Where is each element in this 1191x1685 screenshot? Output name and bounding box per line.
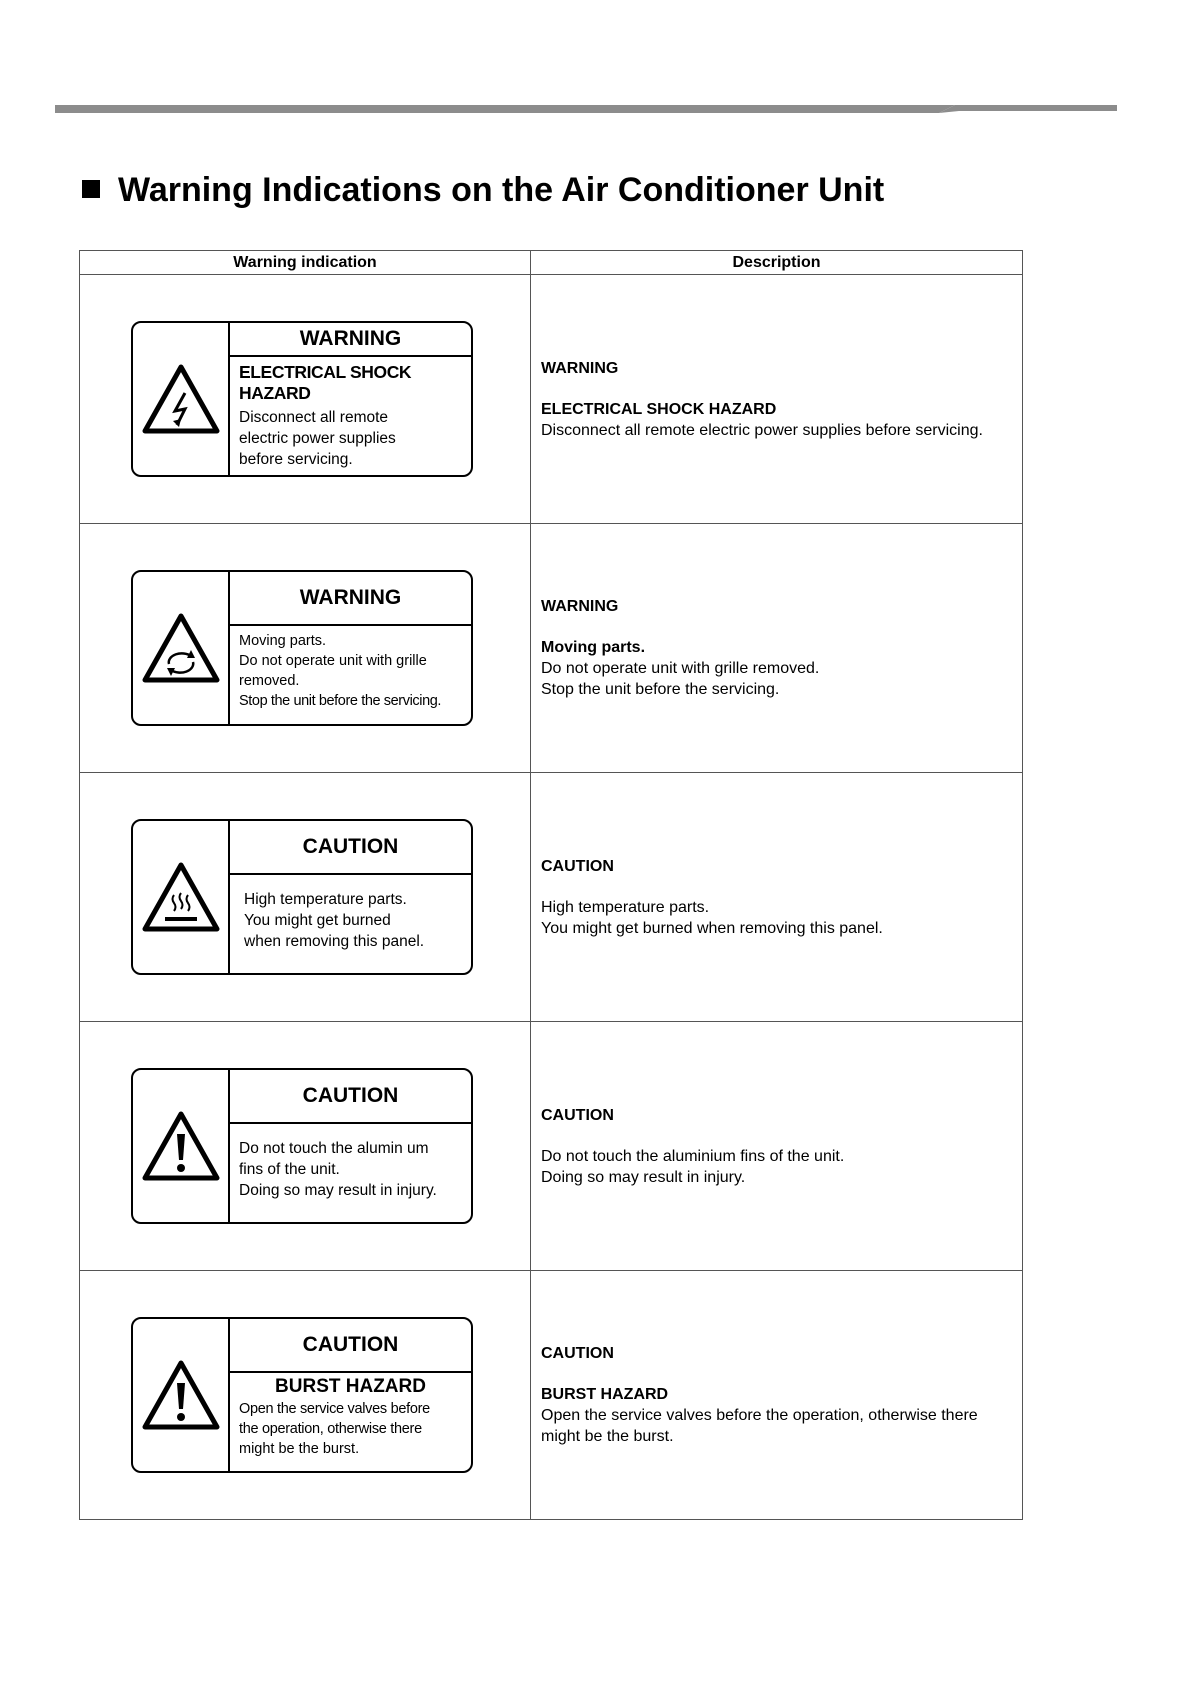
table-row	[80, 773, 1023, 1022]
electrical-shock-icon	[141, 363, 221, 435]
description-cell	[531, 1022, 1023, 1271]
table-row	[80, 524, 1023, 773]
header-description: Description	[531, 251, 1023, 275]
warning-label	[131, 1068, 473, 1224]
description-heading: ELECTRICAL SHOCK HAZARD	[541, 400, 777, 418]
label-line: the operation, otherwise there	[239, 1421, 422, 1437]
header-warning-indication: Warning indication	[80, 251, 531, 275]
label-line: Disconnect all remote	[239, 409, 389, 426]
page-title	[82, 168, 884, 212]
warning-table	[79, 250, 1023, 1520]
label-line: Stop the unit before the servicing.	[239, 693, 442, 709]
description-signal-word: WARNING	[541, 359, 619, 377]
label-signal-word: CAUTION	[230, 821, 471, 875]
label-line: when removing this panel.	[244, 933, 425, 950]
exclamation-icon	[141, 1359, 221, 1431]
description-line: Do not operate unit with grille removed.	[541, 660, 820, 677]
description-cell	[531, 773, 1023, 1022]
table-header-row	[80, 251, 1023, 275]
description-line: Doing so may result in injury.	[541, 1168, 746, 1186]
warning-label-cell	[80, 1271, 531, 1520]
description-line: Open the service valves before the operation, otherwise there	[541, 1407, 978, 1424]
label-signal-word: CAUTION	[230, 1070, 471, 1124]
description-line: Stop the unit before the servicing.	[541, 681, 780, 698]
label-line: You might get burned	[244, 912, 391, 929]
description-cell	[531, 524, 1023, 773]
description-cell	[531, 1271, 1023, 1520]
warning-label-cell	[80, 524, 531, 773]
description-line: High temperature parts.	[541, 898, 710, 916]
label-line: Doing so may result in injury.	[239, 1182, 437, 1199]
description-heading: BURST HAZARD	[541, 1386, 669, 1403]
description-signal-word: WARNING	[541, 598, 619, 615]
label-line: Do not touch the alumin um	[239, 1140, 429, 1157]
label-line: might be the burst.	[239, 1441, 360, 1457]
warning-label-cell	[80, 773, 531, 1022]
label-heading: BURST HAZARD	[275, 1376, 426, 1397]
title-bullet-icon	[82, 180, 100, 198]
description-cell	[531, 275, 1023, 524]
description-signal-word: CAUTION	[541, 1345, 614, 1362]
page-title-text: Warning Indications on the Air Conditioner Unit	[118, 171, 885, 209]
label-line: electric power supplies	[239, 430, 396, 447]
exclamation-icon	[141, 1110, 221, 1182]
label-line: fins of the unit.	[239, 1161, 340, 1178]
description-line: Disconnect all remote electric power supplies before servicing.	[541, 421, 983, 439]
warning-label-cell	[80, 275, 531, 524]
description-line: You might get burned when removing this panel.	[541, 919, 883, 937]
description-line: Do not touch the aluminium fins of the unit.	[541, 1147, 845, 1165]
label-signal-word: WARNING	[230, 323, 471, 357]
label-line: Do not operate unit with grille	[239, 653, 427, 669]
table-row	[80, 275, 1023, 524]
label-signal-word: WARNING	[230, 572, 471, 626]
label-line: removed.	[239, 673, 300, 689]
table-row	[80, 1271, 1023, 1520]
label-line: Moving parts.	[239, 633, 327, 649]
description-signal-word: CAUTION	[541, 1106, 614, 1124]
hot-surface-icon	[141, 861, 221, 933]
description-line: might be the burst.	[541, 1428, 674, 1445]
description-heading: Moving parts.	[541, 639, 646, 656]
label-line: before servicing.	[239, 451, 353, 468]
warning-label	[131, 570, 473, 726]
table-row	[80, 1022, 1023, 1271]
warning-label	[131, 819, 473, 975]
warning-label	[131, 1317, 473, 1473]
label-signal-word: CAUTION	[230, 1319, 471, 1373]
label-line: Open the service valves before	[239, 1401, 430, 1417]
warning-label-cell	[80, 1022, 531, 1271]
label-line: High temperature parts.	[244, 891, 407, 908]
label-heading: ELECTRICAL SHOCK HAZARD	[239, 362, 412, 403]
warning-label	[131, 321, 473, 477]
moving-parts-icon	[141, 612, 221, 684]
top-divider-bar	[55, 104, 1117, 114]
description-signal-word: CAUTION	[541, 857, 614, 875]
